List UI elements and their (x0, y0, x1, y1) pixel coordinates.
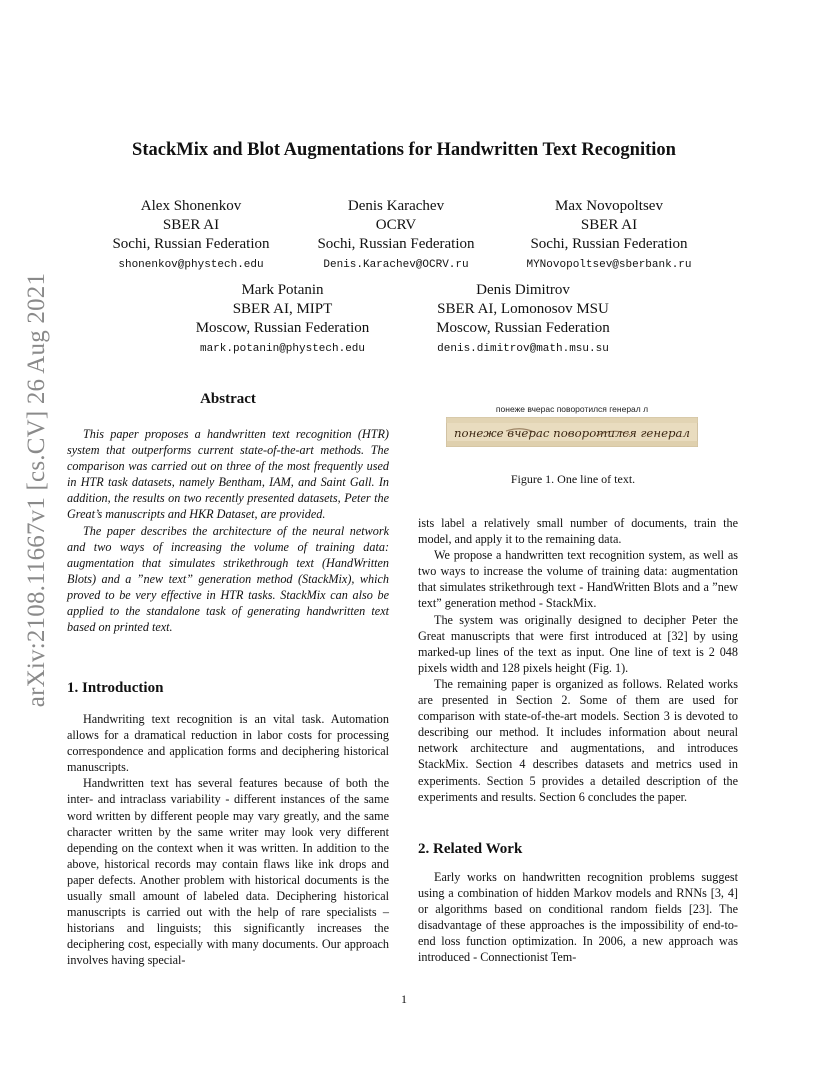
author-name: Alex Shonenkov (140, 198, 242, 214)
handwriting-line-image (446, 417, 698, 447)
introduction-heading: 1. Introduction (67, 680, 164, 696)
related-work-body (418, 869, 738, 966)
introduction-paragraph: Handwriting text recognition is an vital task. Automation allows for a dramatical reduction in labor costs for processing correspondence and application forms and deciphering historical manuscripts. (67, 712, 389, 775)
author-location: Sochi, Russian Federation (317, 236, 475, 252)
figure-1 (446, 404, 698, 447)
author-name: Denis Dimitrov (476, 282, 570, 298)
introduction-body (67, 711, 389, 969)
author-email: Denis.Karachev@OCRV.ru (323, 259, 469, 271)
author-name: Denis Karachev (347, 198, 445, 214)
right-column-body (418, 515, 738, 805)
right-paragraph: The system was originally designed to decipher Peter the Great manuscripts that were first introduced at [32] by using marked-up lines of the text as input. One line of text is 2 048 pixels width and 128 pixels height (Fig. 1). (418, 612, 738, 675)
abstract-body (67, 426, 389, 635)
author-block-4 (180, 281, 385, 356)
figure-1-caption: Figure 1. One line of text. (510, 472, 636, 486)
author-email: denis.dimitrov@math.msu.su (437, 343, 609, 355)
author-location: Sochi, Russian Federation (530, 236, 688, 252)
author-affiliation: OCRV (375, 217, 417, 233)
author-affiliation: SBER AI, MIPT (232, 301, 333, 317)
author-block-2 (300, 197, 492, 272)
paper-title: StackMix and Blot Augmentations for Handwritten Text Recognition (132, 140, 676, 160)
author-email: mark.potanin@phystech.edu (199, 343, 366, 355)
author-affiliation: SBER AI (162, 217, 220, 233)
related-work-heading: 2. Related Work (418, 841, 523, 857)
arxiv-identifier (20, 272, 54, 708)
handwriting-text: понеже вчерас поворотился генерал (454, 426, 690, 440)
author-location: Sochi, Russian Federation (112, 236, 270, 252)
author-name: Max Novopoltsev (555, 198, 663, 214)
author-affiliation: SBER AI (580, 217, 638, 233)
arxiv-identifier-text: arXiv:2108.11667v1 [cs.CV] 26 Aug 2021 (23, 272, 51, 708)
right-paragraph: The remaining paper is organized as follows. Related works are presented in Section 2. Some of them are used for comparison with state-of-the-art models. Section 3 is devoted to describing our method. It includes information about neural network architecture and augmentations, and introduces StackMix. Section 4 describes datasets and metrics used in experiments. Section 5 provides a detailed description of the experiments and results. Section 6 concludes the paper. (418, 676, 738, 804)
right-paragraph: We propose a handwritten text recognition system, as well as two ways to increase the volume of training data: augmentation that simulates strikethrough text - HandWritten Blots and a ”new text” generation method - StackMix. (418, 548, 738, 611)
author-name: Mark Potanin (241, 282, 324, 298)
author-location: Moscow, Russian Federation (195, 320, 370, 336)
related-work-paragraph: Early works on handwritten recognition problems suggest using a combination of hidden Markov models and RNNs [3, 4] or algorithms based on conditional random fields [23]. The disadvantage of these approaches is the impossibility of end-to-end loss function optimization. In 2006, a new approach was introduced - Connectionist Tem- (418, 870, 738, 965)
author-affiliation: SBER AI, Lomonosov MSU (437, 301, 609, 317)
author-block-3 (508, 197, 710, 272)
figure-transcription-label: понеже вчерас поворотился генерал л (495, 404, 649, 414)
author-email: MYNovopoltsev@sberbank.ru (526, 259, 692, 271)
page-number: 1 (401, 992, 407, 1006)
introduction-paragraph: Handwritten text has several features because of both the inter- and intraclass variability - different instances of the same word written by different people may vary greatly, and the same character written by the same writer may look very different depending on the context when it was written. In addition to the above, historical records may contain flaws like ink drops and paper defects. Another problem with historical documents is the usually small amount of labeled data. Deciphering historical manuscripts is carried out with the help of rare specialists – historians and linguists; this significantly increases the deciphering cost, especially with many documents. Our approach involves having special- (67, 776, 389, 968)
abstract-heading: Abstract (200, 391, 256, 407)
continuation-paragraph: ists label a relatively small number of documents, train the model, and apply it to the remaining data. (418, 516, 738, 547)
author-email: shonenkov@phystech.edu (118, 259, 264, 271)
author-block-5 (418, 281, 628, 356)
author-block-1 (96, 197, 286, 272)
abstract-paragraph: The paper describes the architecture of the neural network and two ways of increasing the volume of training data: augmentation that simulates strikethrough text (HandWritten Blots) and a ”new text” generation method (StackMix), which proved to be very effective in HTR tasks. StackMix can also be applied to the standalone task of generating handwritten text based on printed text. (67, 523, 389, 635)
author-location: Moscow, Russian Federation (436, 320, 610, 336)
abstract-paragraph: This paper proposes a handwritten text recognition (HTR) system that outperforms current state-of-the-art methods. The comparison was carried out on three of the most frequently used in HTR task datasets, namely Bentham, IAM, and Saint Gall. In addition, the results on two recently presented datasets, Peter the Great’s manuscripts and HKR Dataset, are provided. (67, 427, 389, 522)
